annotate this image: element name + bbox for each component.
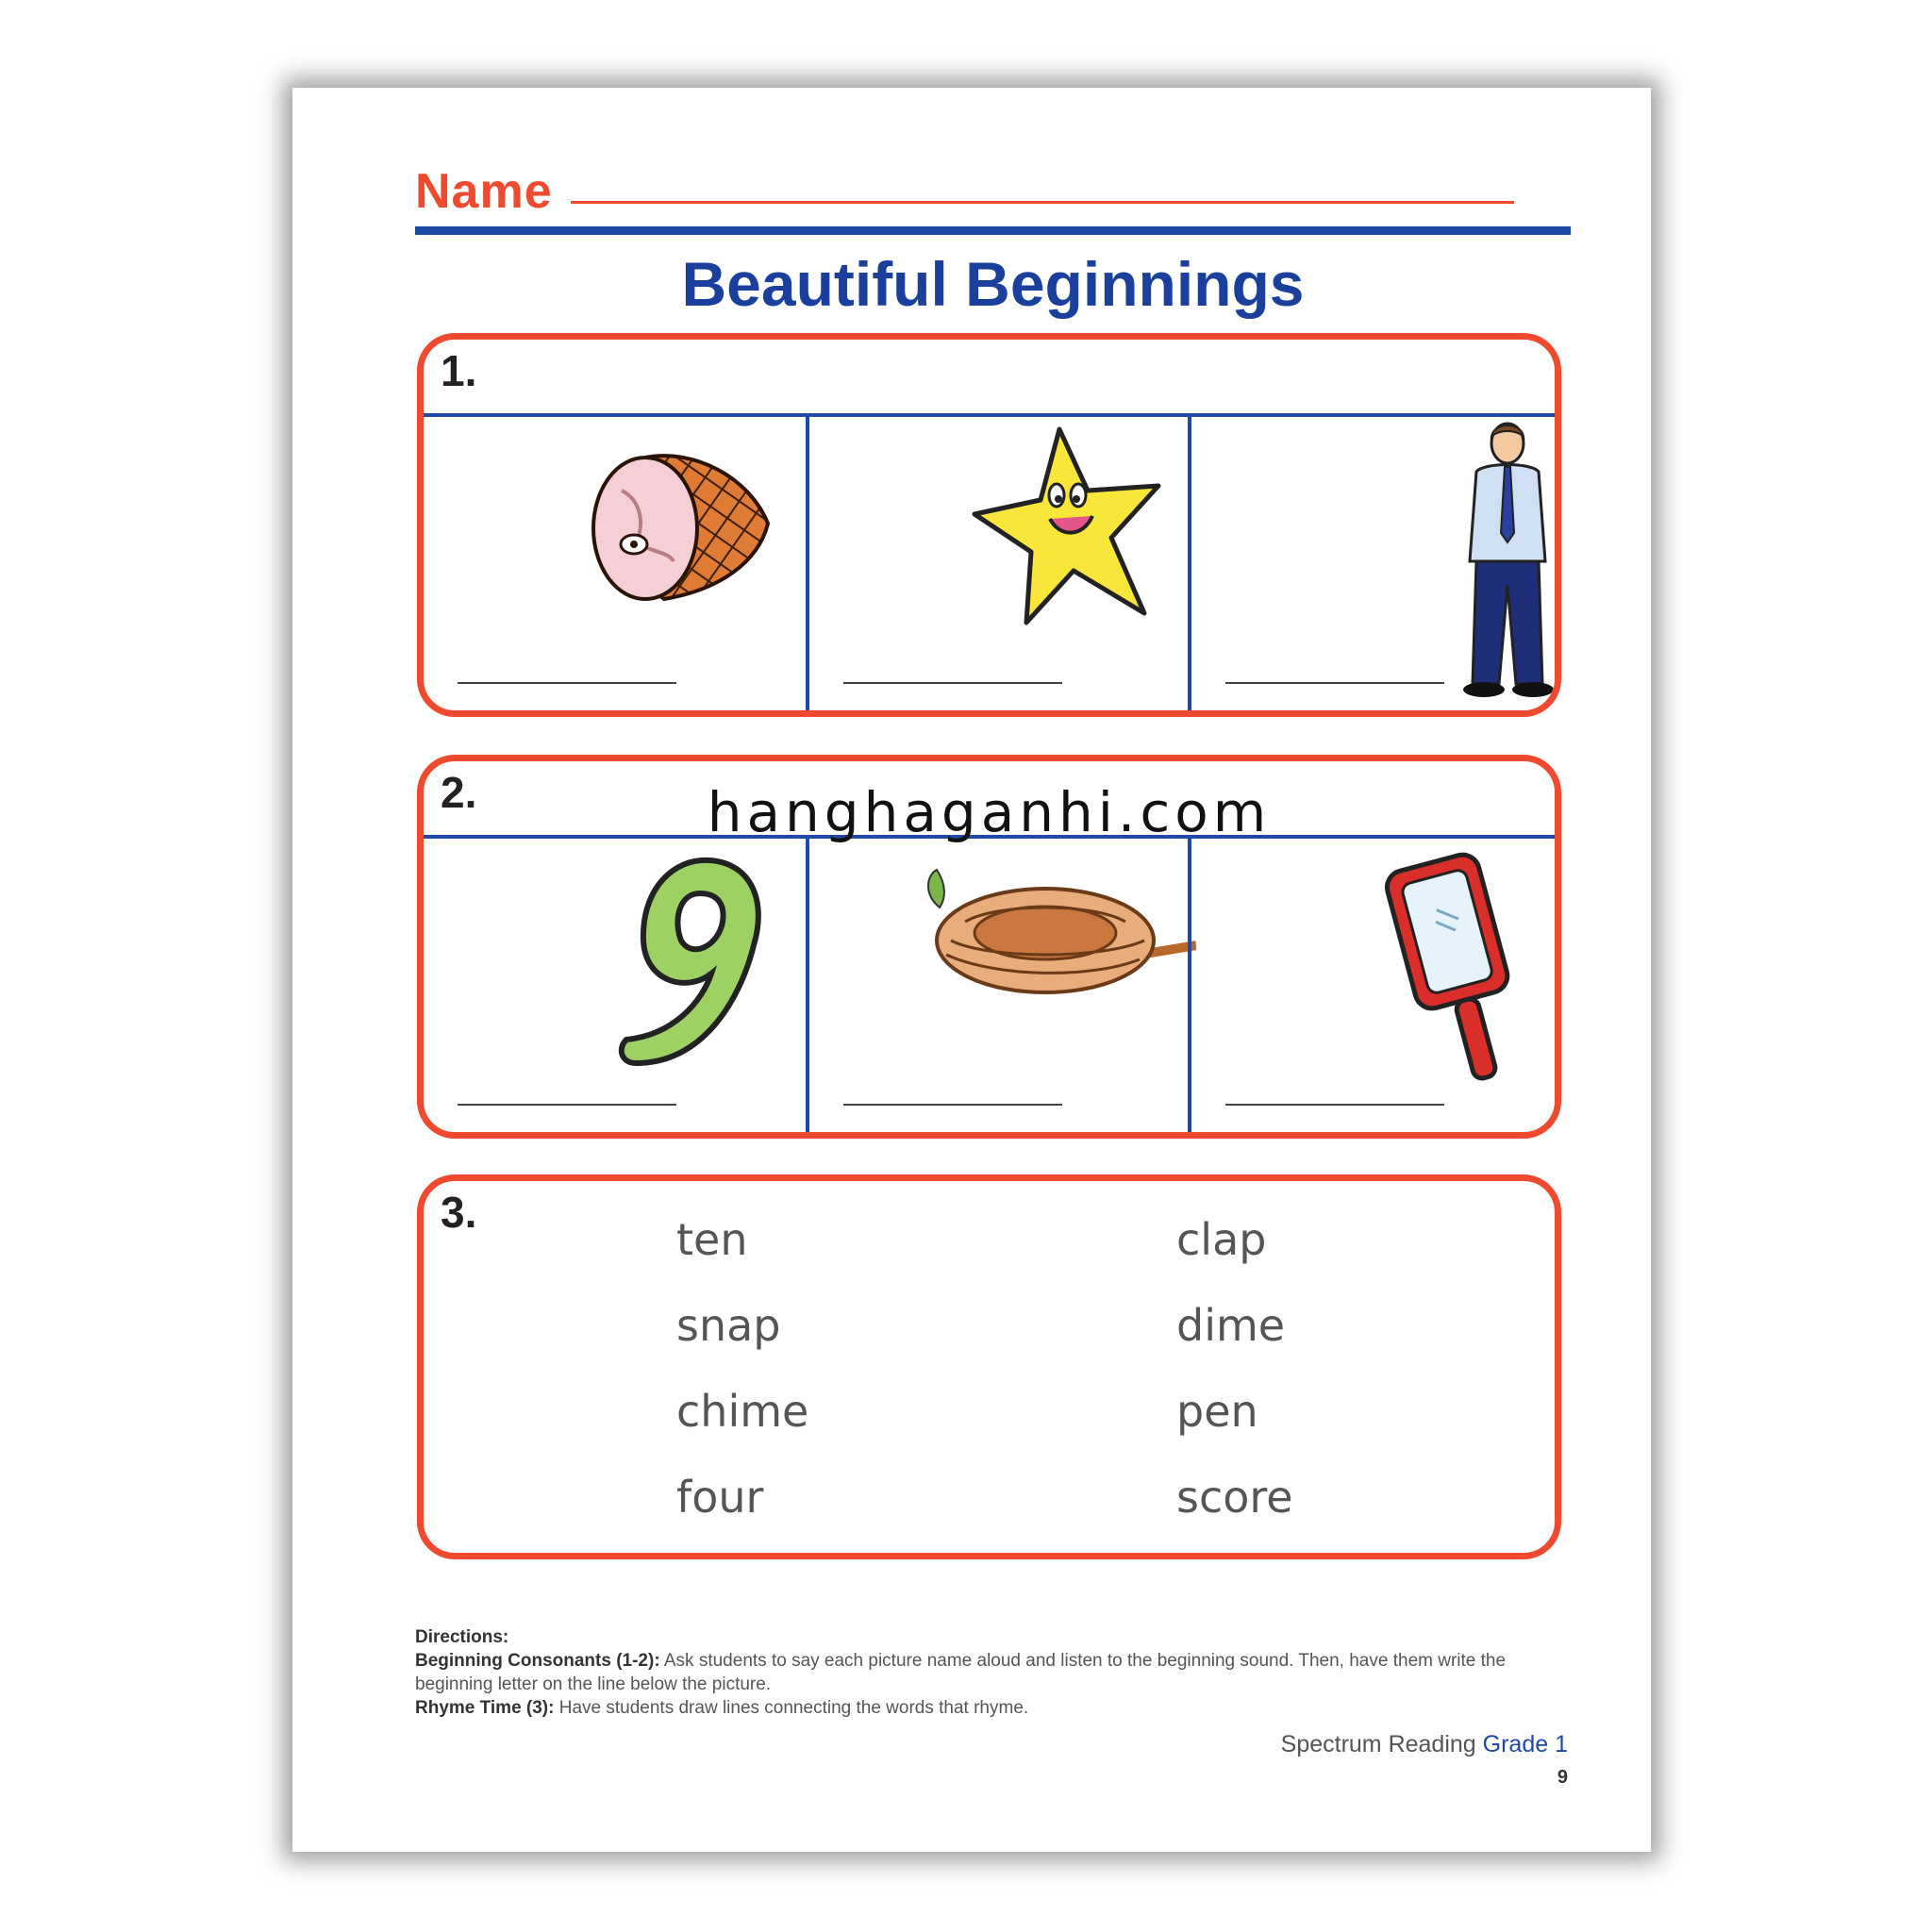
section-number: 2.	[441, 768, 477, 817]
directions-heading: Directions:	[415, 1627, 509, 1647]
name-label: Name	[415, 164, 553, 219]
nest-icon	[913, 865, 1196, 1007]
directions-block	[415, 1625, 1575, 1720]
man-icon	[1456, 420, 1559, 703]
rhyme-time-text: Have students draw lines connecting the words that rhyme.	[554, 1698, 1029, 1718]
answer-line[interactable]	[1225, 1104, 1444, 1106]
rhyme-word-left[interactable]: snap	[676, 1300, 781, 1351]
ham-icon	[579, 439, 777, 608]
header-rule	[415, 226, 1571, 235]
worksheet-page	[292, 88, 1651, 1852]
picture-cell	[1188, 415, 1561, 710]
answer-line[interactable]	[843, 1104, 1062, 1106]
footer-grade: Grade 1	[1482, 1731, 1568, 1757]
watermark-text: hanghaganhi.com	[707, 780, 1272, 844]
page-number: 9	[1557, 1767, 1568, 1788]
rhyme-word-right[interactable]: score	[1176, 1472, 1293, 1523]
picture-cell	[1188, 837, 1561, 1132]
section-3	[417, 1174, 1561, 1559]
section-number: 3.	[441, 1188, 477, 1237]
footer-series-name: Spectrum Reading	[1280, 1731, 1483, 1757]
footer-series	[1281, 1731, 1568, 1758]
name-write-line[interactable]	[571, 201, 1514, 204]
rhyme-word-left[interactable]: chime	[676, 1386, 809, 1437]
star-icon	[970, 420, 1168, 637]
section-1	[417, 333, 1561, 717]
answer-line[interactable]	[458, 1104, 676, 1106]
beginning-consonants-text: Ask students to say each picture name aloud and listen to the beginning sound. Then, have them write the beginning letter on the line below the picture.	[415, 1651, 1507, 1694]
answer-line[interactable]	[843, 682, 1062, 684]
page-title: Beautiful Beginnings	[681, 249, 1305, 319]
rhyme-time-label: Rhyme Time (3):	[415, 1698, 555, 1718]
rhyme-word-right[interactable]: dime	[1176, 1300, 1286, 1351]
rhyme-word-right[interactable]: clap	[1176, 1214, 1267, 1265]
picture-cell	[424, 415, 806, 710]
nine-icon	[617, 851, 768, 1077]
picture-cell	[424, 837, 806, 1132]
section-number: 1.	[441, 346, 477, 395]
picture-cell	[806, 837, 1188, 1132]
answer-line[interactable]	[1225, 682, 1444, 684]
mirror-icon	[1380, 851, 1522, 1096]
answer-line[interactable]	[458, 682, 676, 684]
rhyme-word-left[interactable]: ten	[676, 1214, 748, 1265]
picture-cell	[806, 415, 1188, 710]
rhyme-word-left[interactable]: four	[676, 1472, 764, 1523]
section-2	[417, 755, 1561, 1139]
rhyme-word-right[interactable]: pen	[1176, 1386, 1258, 1437]
beginning-consonants-label: Beginning Consonants (1-2):	[415, 1651, 660, 1671]
